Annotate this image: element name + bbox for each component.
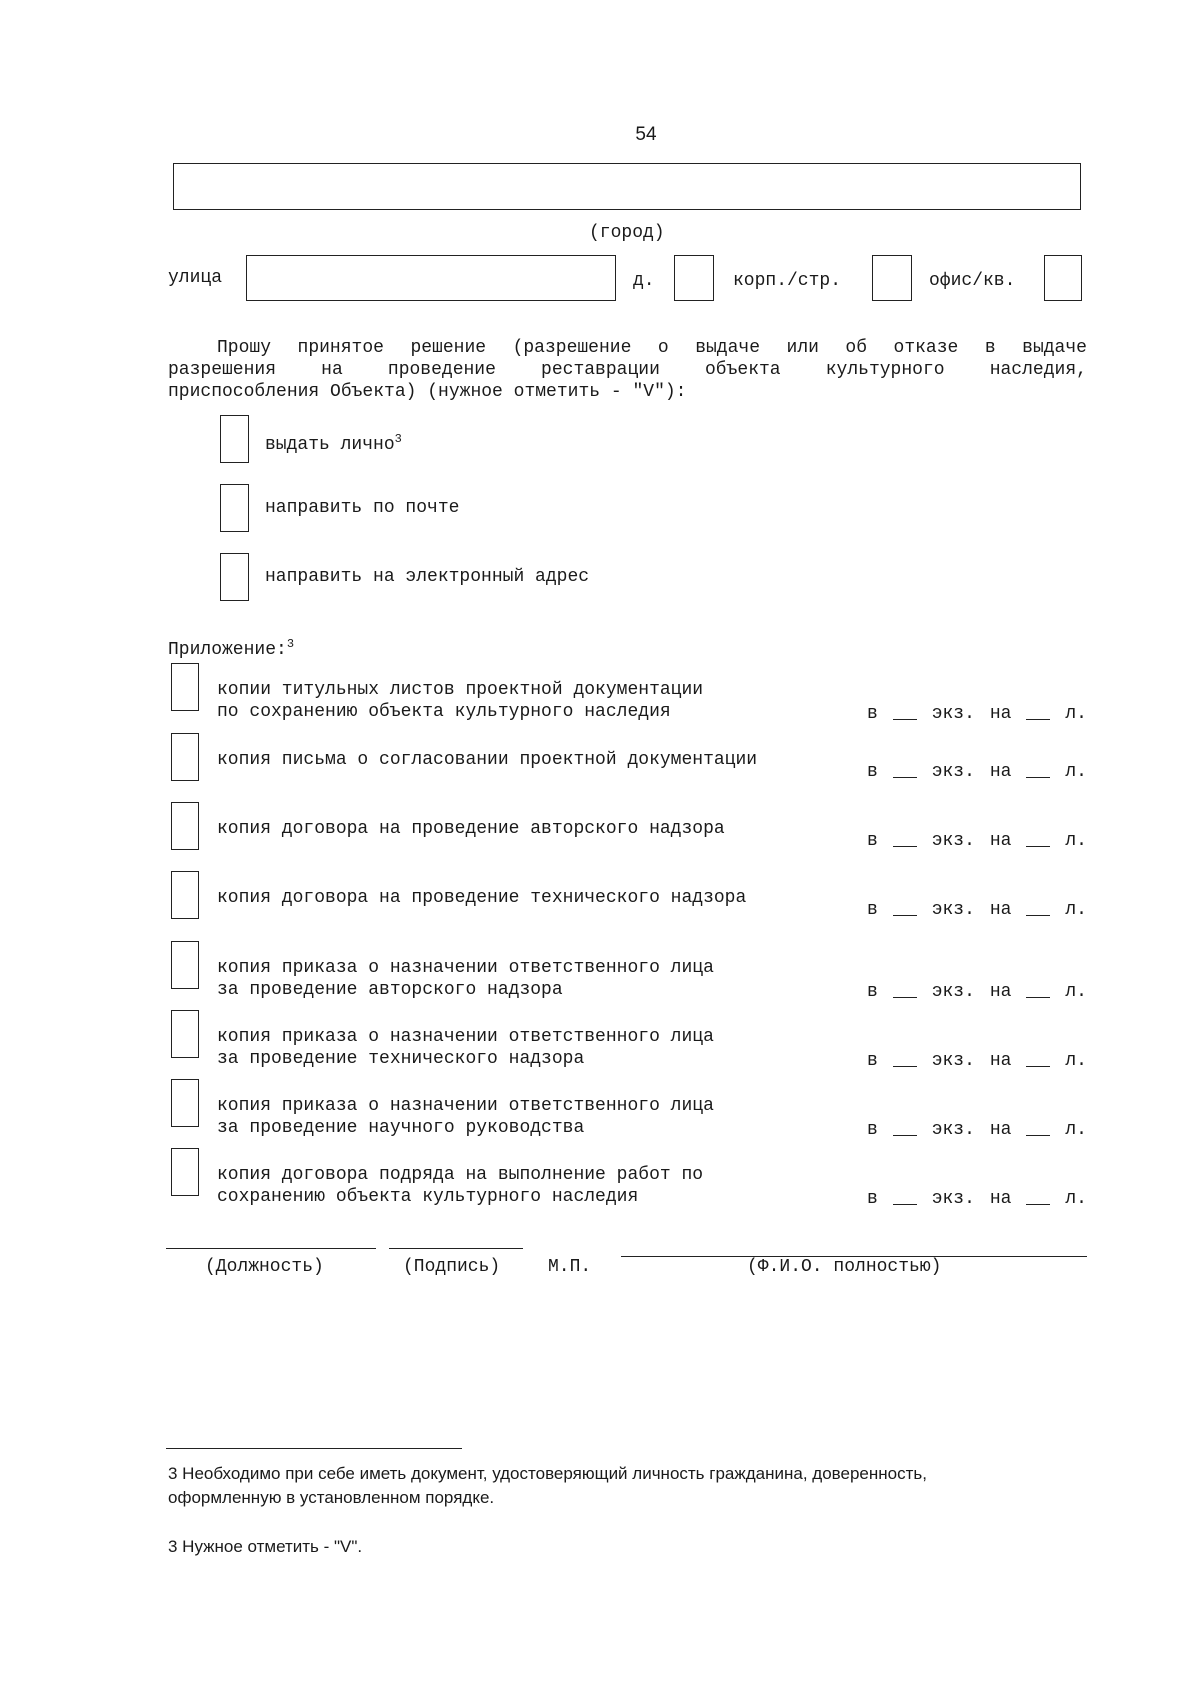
request-word: реставрации	[541, 360, 660, 380]
delivery-option-label	[265, 428, 402, 456]
attachment-checkbox[interactable]	[171, 1010, 199, 1058]
copies-blank[interactable]	[893, 981, 917, 998]
attachment-quantity	[867, 703, 1087, 725]
qty-in: в	[867, 704, 878, 724]
sheets-blank[interactable]	[1026, 1119, 1050, 1136]
qty-on: на	[989, 1120, 1012, 1140]
full-name-caption: (Ф.И.О. полностью)	[747, 1257, 942, 1277]
attachment-line-1: копия договора подряда на выполнение работ по	[217, 1165, 704, 1185]
attachment-line-2: за проведение научного руководства	[217, 1118, 585, 1138]
sheets-blank[interactable]	[1026, 1050, 1050, 1067]
qty-copies: экз.	[931, 831, 975, 851]
sheets-blank[interactable]	[1026, 899, 1050, 916]
attachments-label	[168, 633, 294, 661]
sheets-blank[interactable]	[1026, 703, 1050, 720]
attachments-footnote-ref: 3	[286, 637, 295, 651]
street-field[interactable]	[246, 255, 616, 301]
request-word: на	[321, 360, 343, 380]
qty-in: в	[867, 762, 878, 782]
copies-blank[interactable]	[893, 1050, 917, 1067]
attachment-description	[217, 957, 714, 1001]
qty-copies: экз.	[931, 982, 975, 1002]
copies-blank[interactable]	[893, 761, 917, 778]
signature-line	[389, 1248, 523, 1249]
sheets-blank[interactable]	[1026, 981, 1050, 998]
request-word: проведение	[387, 360, 496, 380]
attachment-line-1: копия договора на проведение технического надзора	[217, 888, 747, 908]
attachment-description	[217, 679, 703, 723]
attachment-quantity	[867, 761, 1087, 783]
attachment-line-2: сохранению объекта культурного наследия	[217, 1187, 639, 1207]
qty-sheets: л.	[1065, 1051, 1087, 1071]
footnote-1-line-1: 3 Необходимо при себе иметь документ, удостоверяющий личность гражданина, доверенность,	[168, 1464, 927, 1483]
qty-in: в	[867, 900, 878, 920]
qty-sheets: л.	[1065, 831, 1087, 851]
qty-in: в	[867, 1120, 878, 1140]
request-word: культурного	[825, 360, 945, 380]
sheets-blank[interactable]	[1026, 1188, 1050, 1205]
attachment-line-1: копия приказа о назначении ответственного лица	[217, 1027, 714, 1047]
attachment-line-1: копия письма о согласовании проектной документации	[217, 750, 758, 770]
delivery-checkbox[interactable]	[220, 484, 249, 532]
request-word: разрешения	[168, 360, 277, 380]
qty-in: в	[867, 1051, 878, 1071]
attachment-line-2: за проведение авторского надзора	[217, 980, 563, 1000]
attachment-line-1: копия приказа о назначении ответственного лица	[217, 958, 714, 978]
request-word: в	[984, 338, 996, 358]
request-word: объекта	[705, 360, 781, 380]
qty-on: на	[989, 1051, 1012, 1071]
attachment-description	[217, 749, 757, 771]
request-word: или	[786, 338, 819, 358]
copies-blank[interactable]	[893, 703, 917, 720]
house-field[interactable]	[674, 255, 714, 301]
page-number: 54	[635, 124, 657, 145]
qty-sheets: л.	[1065, 1120, 1087, 1140]
request-word: об	[845, 338, 868, 358]
qty-sheets: л.	[1065, 704, 1087, 724]
footnote-1	[168, 1462, 1108, 1510]
attachment-description	[217, 1026, 714, 1070]
delivery-option-label	[265, 497, 459, 519]
attachment-checkbox[interactable]	[171, 1148, 199, 1196]
delivery-checkbox[interactable]	[220, 553, 249, 601]
sheets-blank[interactable]	[1026, 761, 1050, 778]
building-label: корп./стр.	[733, 271, 842, 291]
attachment-quantity	[867, 830, 1087, 852]
attachment-checkbox[interactable]	[171, 1079, 199, 1127]
copies-blank[interactable]	[893, 899, 917, 916]
attachment-quantity	[867, 1119, 1087, 1141]
request-word: выдаче	[1022, 338, 1087, 358]
qty-copies: экз.	[931, 1120, 975, 1140]
stamp-caption: М.П.	[548, 1257, 592, 1277]
attachment-line-1: копия приказа о назначении ответственного лица	[217, 1096, 714, 1116]
position-caption: (Должность)	[205, 1257, 324, 1277]
copies-blank[interactable]	[893, 1188, 917, 1205]
attachment-description	[217, 818, 725, 840]
qty-sheets: л.	[1065, 1189, 1087, 1209]
request-line-3: приспособления Объекта) (нужное отметить - "V"):	[168, 382, 687, 402]
qty-on: на	[989, 704, 1012, 724]
attachment-line-1: копии титульных листов проектной документации	[217, 680, 704, 700]
signature-caption: (Подпись)	[403, 1257, 501, 1277]
qty-on: на	[989, 982, 1012, 1002]
qty-in: в	[867, 831, 878, 851]
copies-blank[interactable]	[893, 830, 917, 847]
qty-on: на	[989, 1189, 1012, 1209]
footnote-1-line-2: оформленную в установленном порядке.	[168, 1488, 495, 1507]
qty-on: на	[989, 900, 1012, 920]
attachment-checkbox[interactable]	[171, 941, 199, 989]
qty-on: на	[989, 831, 1012, 851]
attachment-checkbox[interactable]	[171, 871, 199, 919]
attachment-quantity	[867, 1188, 1087, 1210]
qty-copies: экз.	[931, 704, 975, 724]
attachment-line-2: по сохранению объекта культурного наследия	[217, 702, 671, 722]
qty-copies: экз.	[931, 1051, 975, 1071]
attachment-description	[217, 887, 746, 909]
qty-in: в	[867, 982, 878, 1002]
delivery-option-text: направить на электронный адрес	[265, 567, 590, 587]
qty-copies: экз.	[931, 900, 975, 920]
attachment-checkbox[interactable]	[171, 802, 199, 850]
request-word: выдаче	[695, 338, 761, 358]
qty-on: на	[989, 762, 1012, 782]
request-word: отказе	[893, 338, 959, 358]
request-paragraph	[168, 337, 1087, 403]
attachment-quantity	[867, 1050, 1087, 1072]
delivery-option-text: выдать лично	[265, 435, 395, 455]
office-field[interactable]	[1044, 255, 1082, 301]
delivery-option-label	[265, 566, 589, 588]
request-word: (разрешение	[512, 338, 632, 358]
attachment-description	[217, 1095, 714, 1139]
attachment-line-2: за проведение технического надзора	[217, 1049, 585, 1069]
request-line-2	[168, 359, 1087, 381]
footnote-2: 3 Нужное отметить - "V".	[168, 1537, 363, 1556]
qty-in: в	[867, 1189, 878, 1209]
qty-sheets: л.	[1065, 762, 1087, 782]
request-word: о	[657, 338, 669, 358]
city-caption: (город)	[589, 223, 665, 243]
qty-sheets: л.	[1065, 900, 1087, 920]
request-line-1	[168, 337, 1087, 359]
request-word: наследия,	[989, 360, 1087, 380]
attachments-label-text: Приложение:	[168, 640, 287, 660]
office-label: офис/кв.	[929, 271, 1016, 291]
attachment-description	[217, 1164, 703, 1208]
request-word: решение	[410, 338, 487, 358]
footnote-separator	[166, 1448, 462, 1449]
attachment-checkbox[interactable]	[171, 733, 199, 781]
qty-copies: экз.	[931, 762, 975, 782]
sheets-blank[interactable]	[1026, 830, 1050, 847]
house-label: д.	[633, 271, 655, 291]
position-line	[166, 1248, 376, 1249]
attachment-quantity	[867, 981, 1087, 1003]
copies-blank[interactable]	[893, 1119, 917, 1136]
building-field[interactable]	[872, 255, 912, 301]
qty-copies: экз.	[931, 1189, 975, 1209]
street-label: улица	[168, 268, 223, 288]
qty-sheets: л.	[1065, 982, 1087, 1002]
delivery-footnote-ref: 3	[394, 432, 402, 446]
attachment-quantity	[867, 899, 1087, 921]
request-word: принятое	[297, 338, 384, 358]
attachment-checkbox[interactable]	[171, 663, 199, 711]
request-word: Прошу	[217, 338, 272, 358]
delivery-checkbox[interactable]	[220, 415, 249, 463]
delivery-option-text: направить по почте	[265, 498, 460, 518]
attachment-line-1: копия договора на проведение авторского надзора	[217, 819, 725, 839]
city-field[interactable]	[173, 163, 1081, 210]
